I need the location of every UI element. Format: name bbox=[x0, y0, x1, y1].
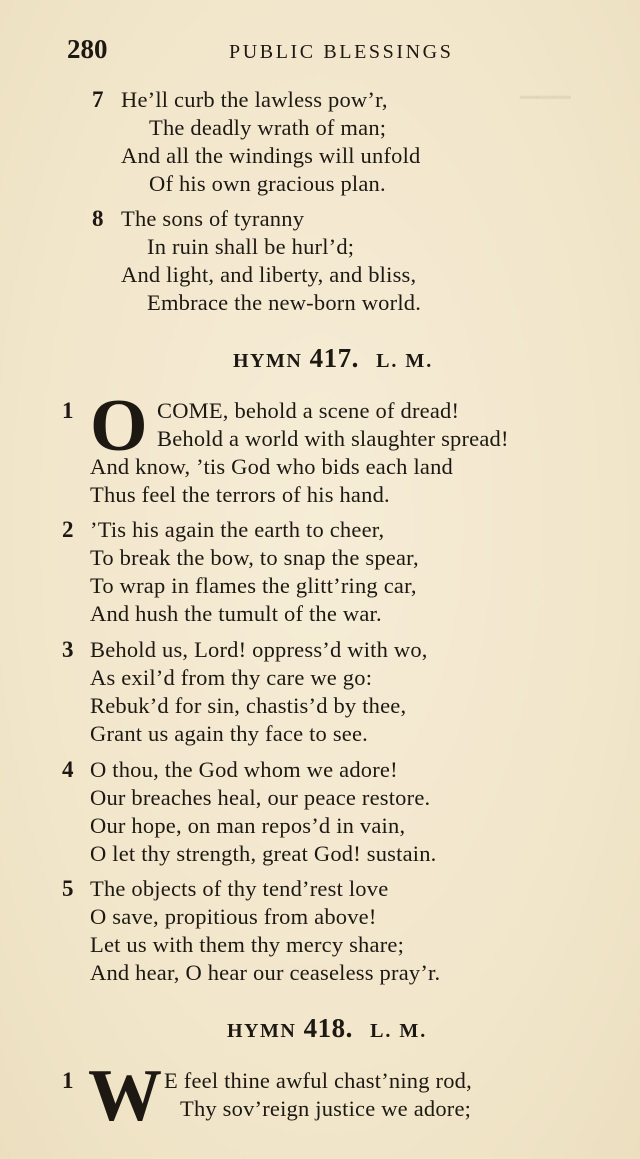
verse-line: Our hope, on man repos’d in vain, bbox=[90, 813, 406, 838]
verse-line: Behold us, Lord! oppress’d with wo, bbox=[90, 637, 428, 662]
verse-line: And all the windings will unfold bbox=[121, 143, 421, 168]
verse-line: ’Tis his again the earth to cheer, bbox=[90, 517, 385, 542]
page-number: 280 bbox=[67, 34, 108, 64]
verse-number: 7 bbox=[92, 87, 104, 112]
verse-line: The deadly wrath of man; bbox=[149, 115, 387, 140]
verse-number: 8 bbox=[92, 206, 104, 231]
verse-line: Of his own gracious plan. bbox=[149, 171, 386, 196]
verse-line: To break the bow, to snap the spear, bbox=[90, 545, 419, 570]
bleed-through-mark: ▔▔▔ bbox=[520, 96, 571, 121]
verse-number: 3 bbox=[62, 637, 74, 662]
verse-line: To wrap in flames the glitt’ring car, bbox=[90, 573, 417, 598]
verse-number: 1 bbox=[62, 1068, 74, 1093]
verse-line: Grant us again thy face to see. bbox=[90, 721, 368, 746]
drop-cap: W bbox=[88, 1055, 162, 1137]
verse-line: And hush the tumult of the war. bbox=[90, 601, 382, 626]
verse-line: In ruin shall be hurl’d; bbox=[147, 234, 355, 259]
hymn-meter: L. M. bbox=[376, 350, 434, 372]
verse-line: He’ll curb the lawless pow’r, bbox=[121, 87, 388, 112]
hymn-meter: L. M. bbox=[370, 1020, 428, 1042]
hymn-word: HYMN bbox=[233, 350, 303, 372]
hymn-word: HYMN bbox=[227, 1020, 297, 1042]
verse-line: COME, behold a scene of dread! bbox=[157, 398, 460, 423]
hymn-418-title bbox=[227, 1013, 427, 1044]
verse-number: 4 bbox=[62, 757, 74, 782]
drop-cap: O bbox=[90, 385, 148, 467]
verse-number: 5 bbox=[62, 876, 74, 901]
verse-line: And light, and liberty, and bliss, bbox=[121, 262, 417, 287]
running-title: PUBLIC BLESSINGS bbox=[229, 41, 454, 63]
verse-line: Thus feel the terrors of his hand. bbox=[90, 482, 390, 507]
verse-line: The sons of tyranny bbox=[121, 206, 305, 231]
verse-line: And hear, O hear our ceaseless pray’r. bbox=[90, 960, 441, 985]
verse-line: O thou, the God whom we adore! bbox=[90, 757, 398, 782]
verse-line: O save, propitious from above! bbox=[90, 904, 377, 929]
verse-line: And know, ’tis God who bids each land bbox=[90, 454, 453, 479]
verse-line: E feel thine awful chast’ning rod, bbox=[164, 1068, 472, 1093]
verse-line: Let us with them thy mercy share; bbox=[90, 932, 405, 957]
verse-line: The objects of thy tend’rest love bbox=[90, 876, 389, 901]
verse-number: 1 bbox=[62, 398, 74, 423]
verse-line: Embrace the new-born world. bbox=[147, 290, 422, 315]
verse-line: Behold a world with slaughter spread! bbox=[157, 426, 509, 451]
hymn-417-title bbox=[233, 343, 433, 374]
verse-line: Rebuk’d for sin, chastis’d by thee, bbox=[90, 693, 407, 718]
verse-line: Our breaches heal, our peace restore. bbox=[90, 785, 431, 810]
verse-line: O let thy strength, great God! sustain. bbox=[90, 841, 437, 866]
hymn-number: 417. bbox=[309, 343, 359, 373]
hymn-number: 418. bbox=[303, 1013, 353, 1043]
verse-line: As exil’d from thy care we go: bbox=[90, 665, 373, 690]
verse-number: 2 bbox=[62, 517, 74, 542]
verse-line: Thy sov’reign justice we adore; bbox=[180, 1096, 472, 1121]
